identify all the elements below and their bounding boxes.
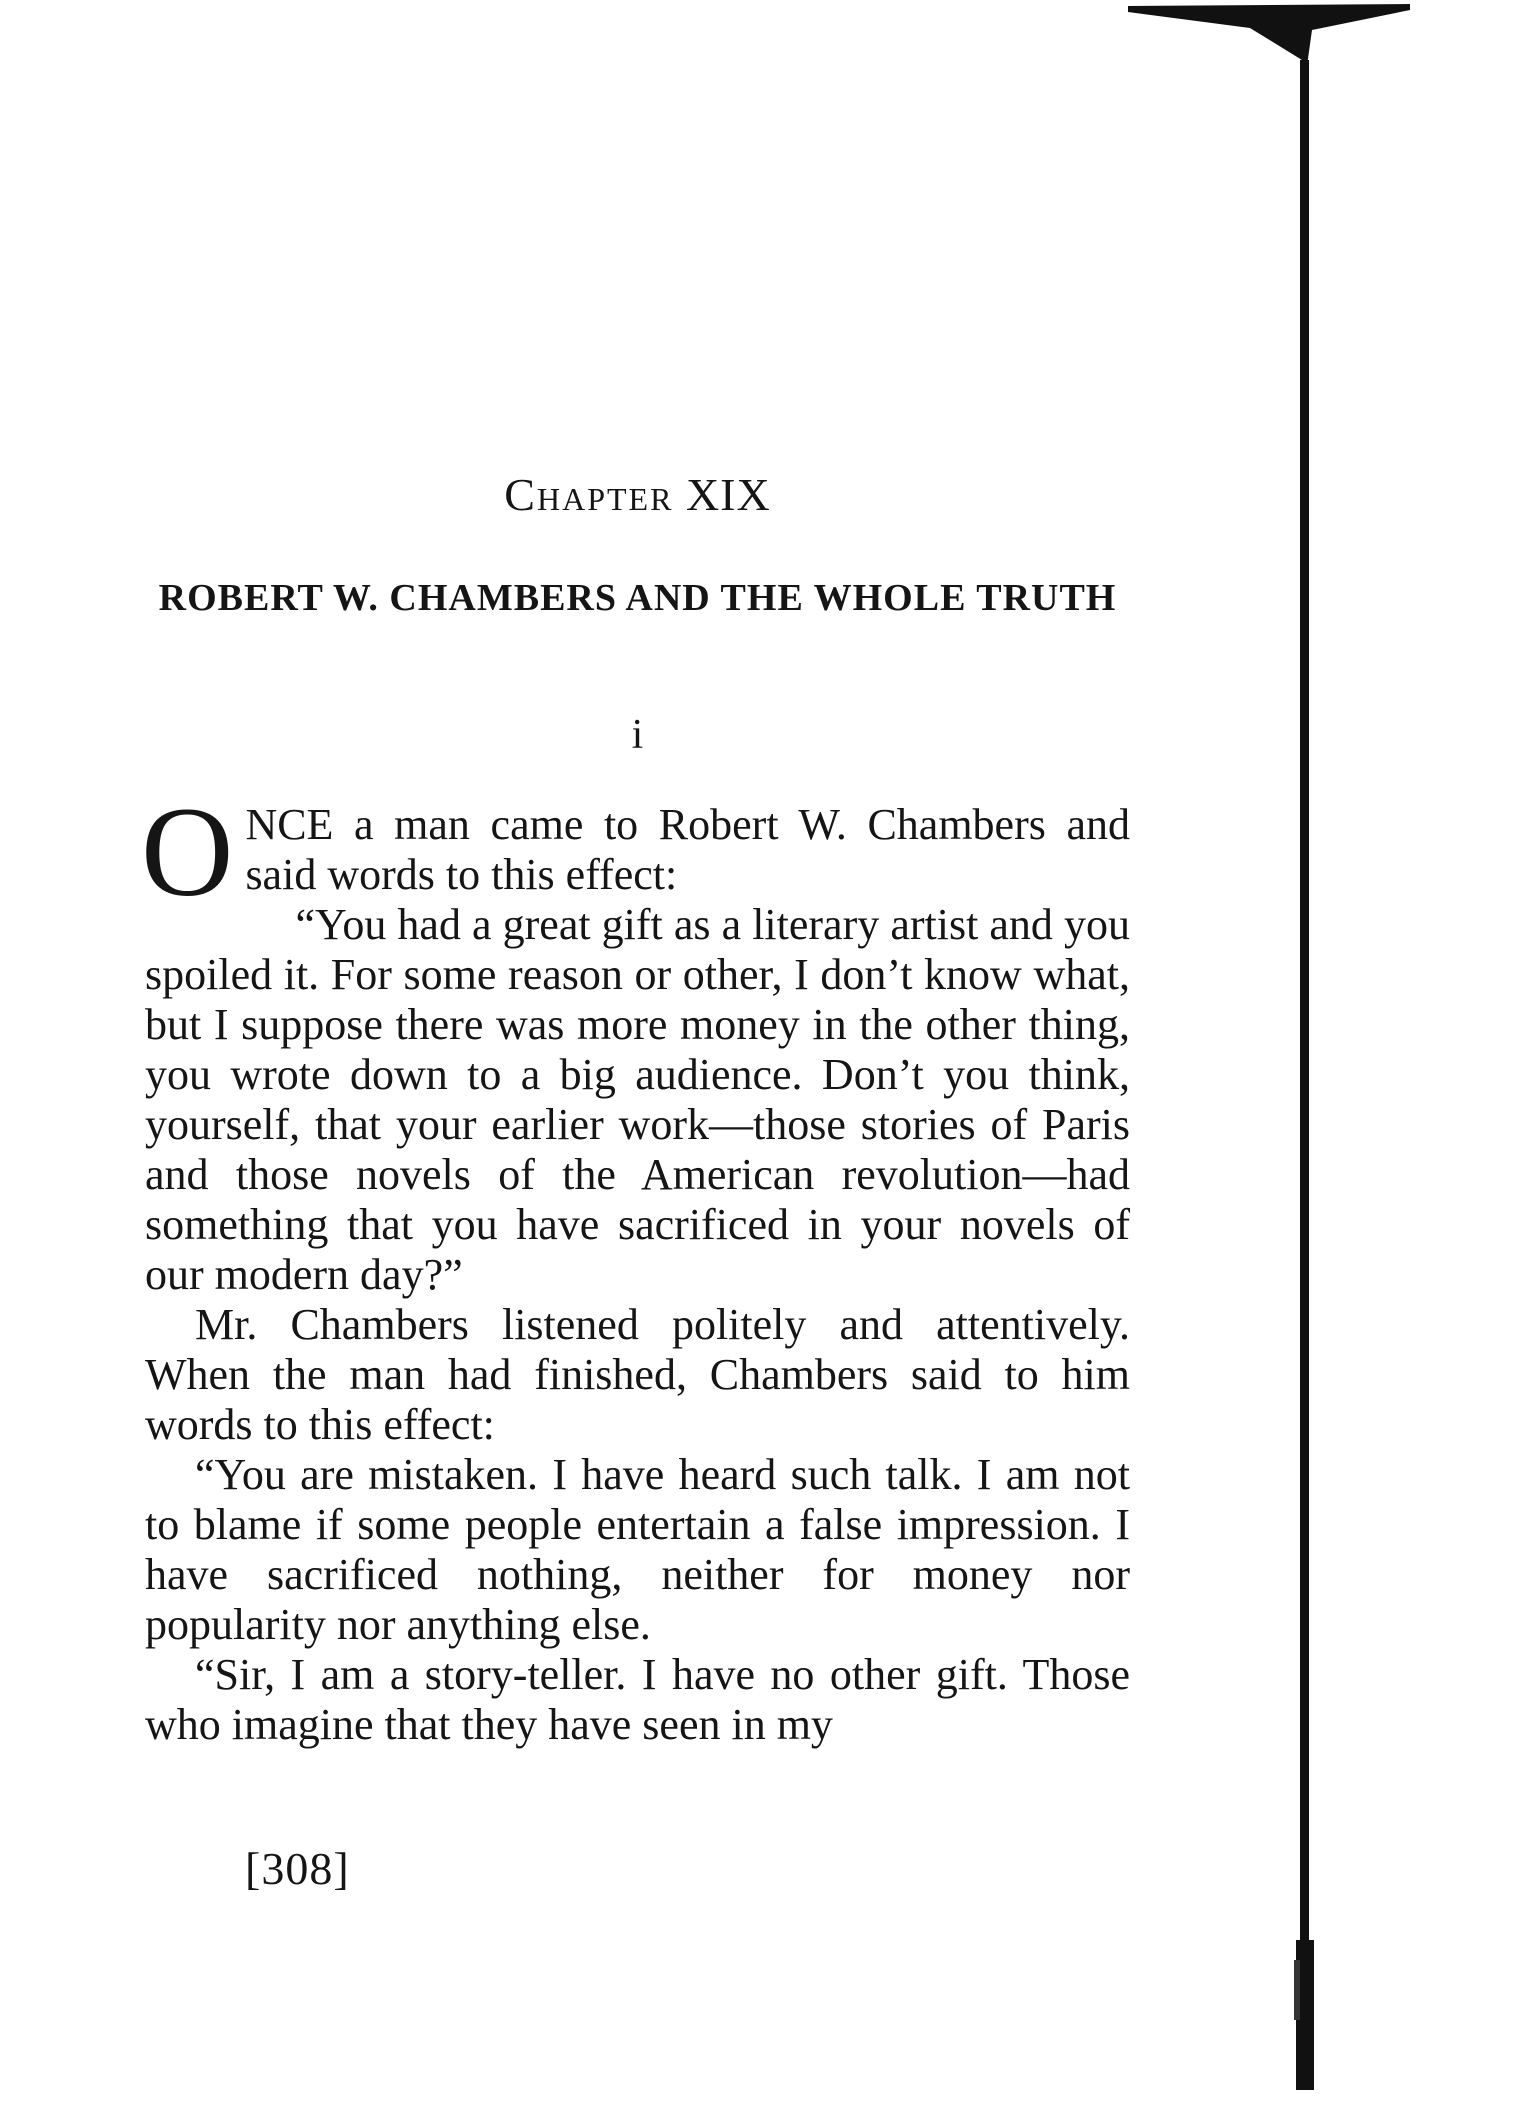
chapter-heading <box>145 469 1130 520</box>
chapter-label: Chapter <box>504 469 674 520</box>
paragraph-text: a man came to Robert W. Chambers and said words to this effect: <box>245 800 1130 899</box>
body-text <box>141 781 1130 1750</box>
page-number: [308] <box>245 1843 350 1894</box>
paragraph: “You are mistaken. I have heard such talk. I am not to blame if some people entertain a false impression. I have sacrificed nothing, neither for money nor popularity nor anything else. <box>145 1450 1130 1649</box>
drop-cap: O <box>141 781 234 923</box>
paragraph: “You had a great gift as a literary artist and you spoiled it. For some reason or other, I don’t know what, but I suppose there was more money in the other thing, you wrote down to a big audience. Don’t you think, yourself, that your earlier work—those stories of Paris and those novels of the American revolution—had something that you have sacrificed in your novels of our modern day?” <box>145 900 1130 1299</box>
opening-paragraph <box>141 781 1130 923</box>
paragraph: “Sir, I am a story-teller. I have no other gift. Those who imagine that they have seen in my <box>145 1650 1130 1749</box>
section-number: i <box>631 712 644 758</box>
paragraph: Mr. Chambers listened politely and attentively. When the man had finished, Chambers said to him words to this effect: <box>145 1300 1130 1449</box>
drop-cap-lead: NCE <box>245 800 334 849</box>
chapter-number: XIX <box>685 469 771 520</box>
chapter-title: ROBERT W. CHAMBERS AND THE WHOLE TRUTH <box>158 577 1117 619</box>
